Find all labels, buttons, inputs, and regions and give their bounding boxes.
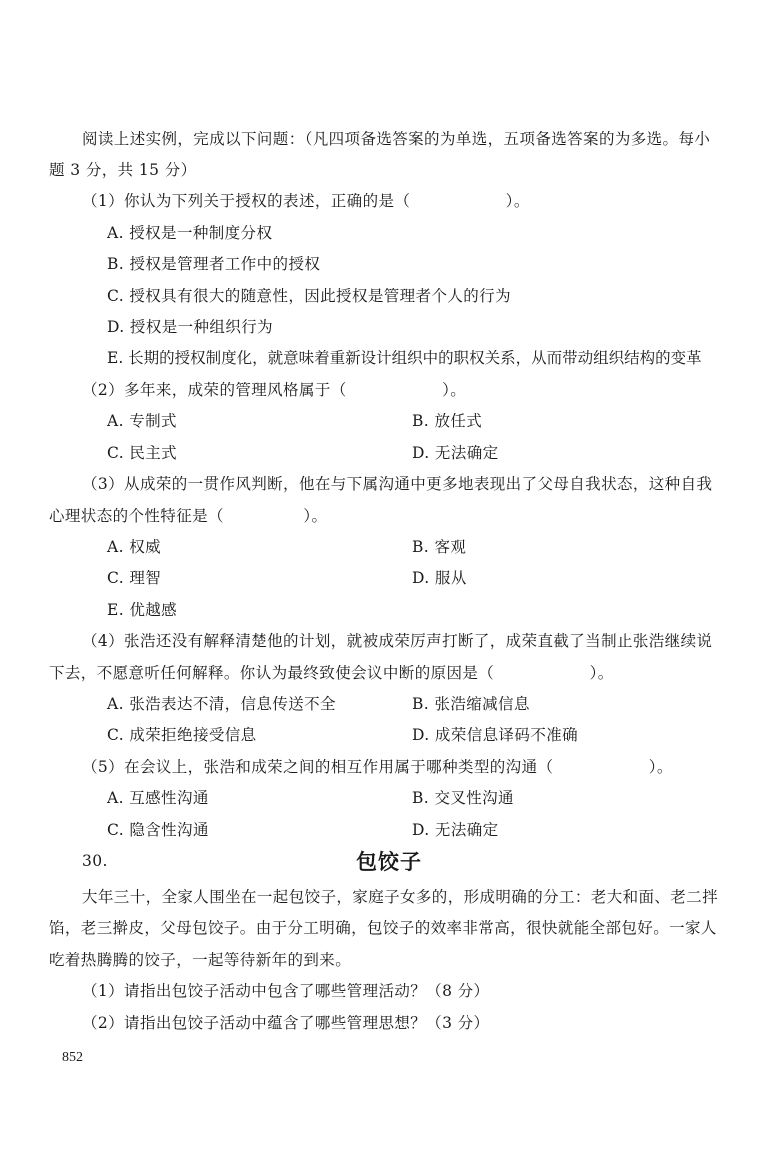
- intro-line-2: 题 3 分，共 15 分）: [49, 161, 197, 179]
- q5-option-a: A. 互感性沟通: [107, 789, 209, 807]
- case-title: 包饺子: [356, 849, 422, 874]
- q1-option-d: D. 授权是一种组织行为: [107, 318, 274, 336]
- q3-stem-line-1: （3）从成荣的一贯作风判断，他在与下属沟通中更多地表现出了父母自我状态，这种自我: [82, 475, 713, 493]
- q2-option-d: D. 无法确定: [412, 444, 499, 462]
- q1-option-c: C. 授权具有很大的随意性，因此授权是管理者个人的行为: [107, 287, 511, 305]
- q4-option-c: C. 成荣拒绝接受信息: [107, 726, 257, 744]
- q1-option-b: B. 授权是管理者工作中的授权: [107, 255, 321, 273]
- q5-stem: （5）在会议上，张浩和成荣之间的相互作用属于哪种类型的沟通（ ）。: [82, 758, 673, 776]
- case-para-line-3: 吃着热腾腾的饺子，一起等待新年的到来。: [49, 951, 352, 969]
- q1-stem: （1）你认为下列关于授权的表述，正确的是（ ）。: [82, 192, 530, 210]
- q3-option-a: A. 权威: [107, 538, 162, 556]
- q4-option-a: A. 张浩表达不清，信息传送不全: [107, 695, 336, 713]
- q2-stem: （2）多年来，成荣的管理风格属于（ ）。: [82, 381, 467, 399]
- case-para-line-1: 大年三十，全家人围坐在一起包饺子，家庭子女多的，形成明确的分工：老大和面、老二拌: [82, 888, 719, 906]
- case-question-1: （1）请指出包饺子活动中包含了哪些管理活动？（8 分）: [82, 982, 490, 1000]
- q4-stem-line-2: 下去，不愿意听任何解释。你认为最终致使会议中断的原因是（ ）。: [49, 664, 614, 682]
- q1-option-a: A. 授权是一种制度分权: [107, 224, 273, 242]
- q3-option-b: B. 客观: [412, 538, 467, 556]
- case-number: 30.: [82, 852, 108, 870]
- q4-option-b: B. 张浩缩减信息: [412, 695, 530, 713]
- q4-stem-line-1: （4）张浩还没有解释清楚他的计划，就被成荣厉声打断了，成荣直截了当制止张浩继续说: [82, 632, 713, 650]
- case-para-line-2: 馅，老三擀皮，父母包饺子。由于分工明确，包饺子的效率非常高，很快就能全部包好。一家人: [49, 919, 717, 937]
- q2-option-b: B. 放任式: [412, 412, 483, 430]
- q3-option-d: D. 服从: [412, 569, 467, 587]
- q2-option-c: C. 民主式: [107, 444, 178, 462]
- q1-option-e: E. 长期的授权制度化，就意味着重新设计组织中的职权关系，从而带动组织结构的变革: [107, 349, 702, 367]
- intro-line-1: 阅读上述实例，完成以下问题：（凡四项备选答案的为单选，五项备选答案的为多选。每小: [82, 130, 711, 148]
- case-question-2: （2）请指出包饺子活动中蕴含了哪些管理思想？（3 分）: [82, 1014, 490, 1032]
- q3-stem-line-2: 心理状态的个性特征是（ ）。: [49, 507, 328, 525]
- q5-option-c: C. 隐含性沟通: [107, 821, 209, 839]
- q3-option-c: C. 理智: [107, 569, 162, 587]
- q3-option-e: E. 优越感: [107, 601, 178, 619]
- q5-option-d: D. 无法确定: [412, 821, 499, 839]
- q2-option-a: A. 专制式: [107, 412, 177, 430]
- q5-option-b: B. 交叉性沟通: [412, 789, 514, 807]
- page-number: 852: [62, 1050, 83, 1065]
- q4-option-d: D. 成荣信息译码不准确: [412, 726, 579, 744]
